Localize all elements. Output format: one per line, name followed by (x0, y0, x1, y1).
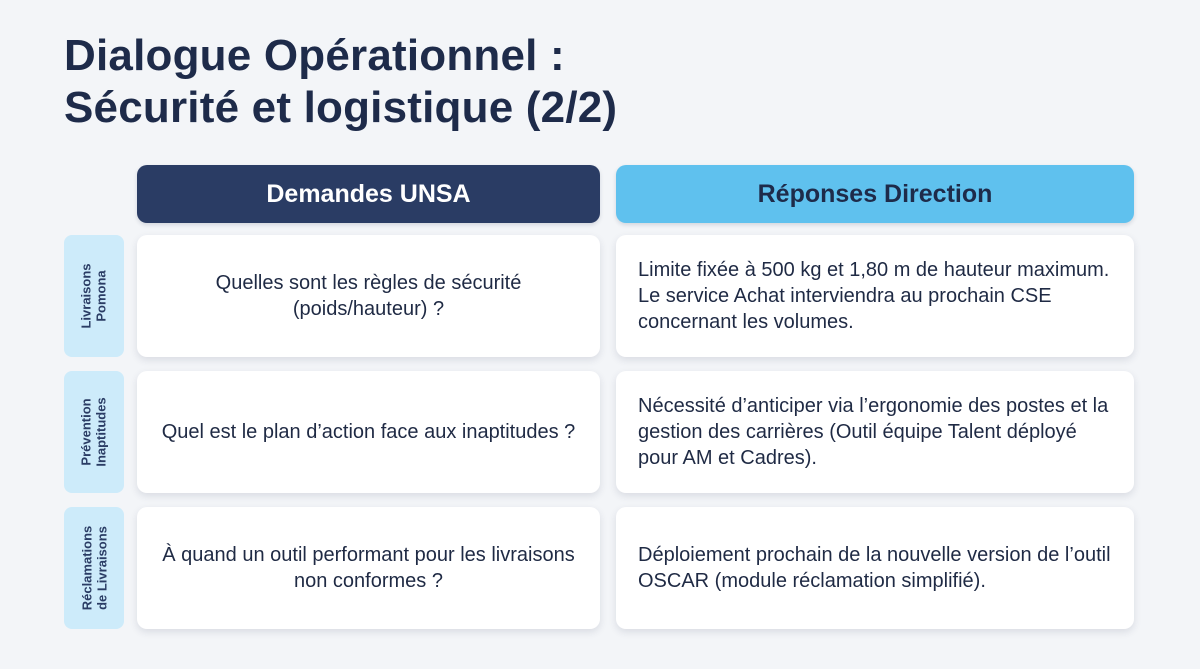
row-label-line-1: Livraisons (79, 263, 94, 329)
row-label-livraisons-pomona (64, 235, 124, 357)
answer-card-prevention-inaptitudes (616, 371, 1134, 493)
column-header-demandes: Demandes UNSA (137, 165, 600, 223)
question-text: À quand un outil performant pour les livraisons non conformes ? (162, 544, 575, 592)
question-text: Quelles sont les règles de sécurité (poids/hauteur) ? (215, 272, 522, 320)
row-label-prevention-inaptitudes (64, 371, 124, 493)
column-header-reponses: Réponses Direction (616, 165, 1134, 223)
answer-text: Limite fixée à 500 kg et 1,80 m de hauteur maximum. Le service Achat interviendra au prochain CSE concernant les volumes. (638, 259, 1110, 333)
row-label-line-2: de Livraisons (94, 526, 110, 610)
question-card-livraisons-pomona (137, 235, 600, 357)
row-label-line-2: Pomona (94, 270, 109, 322)
row-label-line-2: Inaptitudes (94, 397, 109, 467)
row-label-line-1: Prévention (79, 398, 94, 466)
question-text: Quel est le plan d’action face aux inaptitudes ? (161, 421, 576, 443)
answer-card-livraisons-pomona (616, 235, 1134, 357)
answer-text: Nécessité d’anticiper via l’ergonomie des postes et la gestion des carrières (Outil équipe Talent déployé pour AM et Cadres). (638, 395, 1109, 469)
title-line-2: Sécurité et logistique (2/2) (64, 83, 618, 132)
answer-text: Déploiement prochain de la nouvelle version de l’outil OSCAR (module réclamation simplifié). (638, 544, 1111, 592)
question-card-prevention-inaptitudes (137, 371, 600, 493)
answer-card-reclamations-livraisons (616, 507, 1134, 629)
row-label-reclamations-livraisons (64, 507, 124, 629)
title-line-1: Dialogue Opérationnel : (64, 31, 565, 80)
row-label-line-1: Réclamations (79, 525, 95, 611)
page-title (64, 30, 617, 134)
question-card-reclamations-livraisons (137, 507, 600, 629)
